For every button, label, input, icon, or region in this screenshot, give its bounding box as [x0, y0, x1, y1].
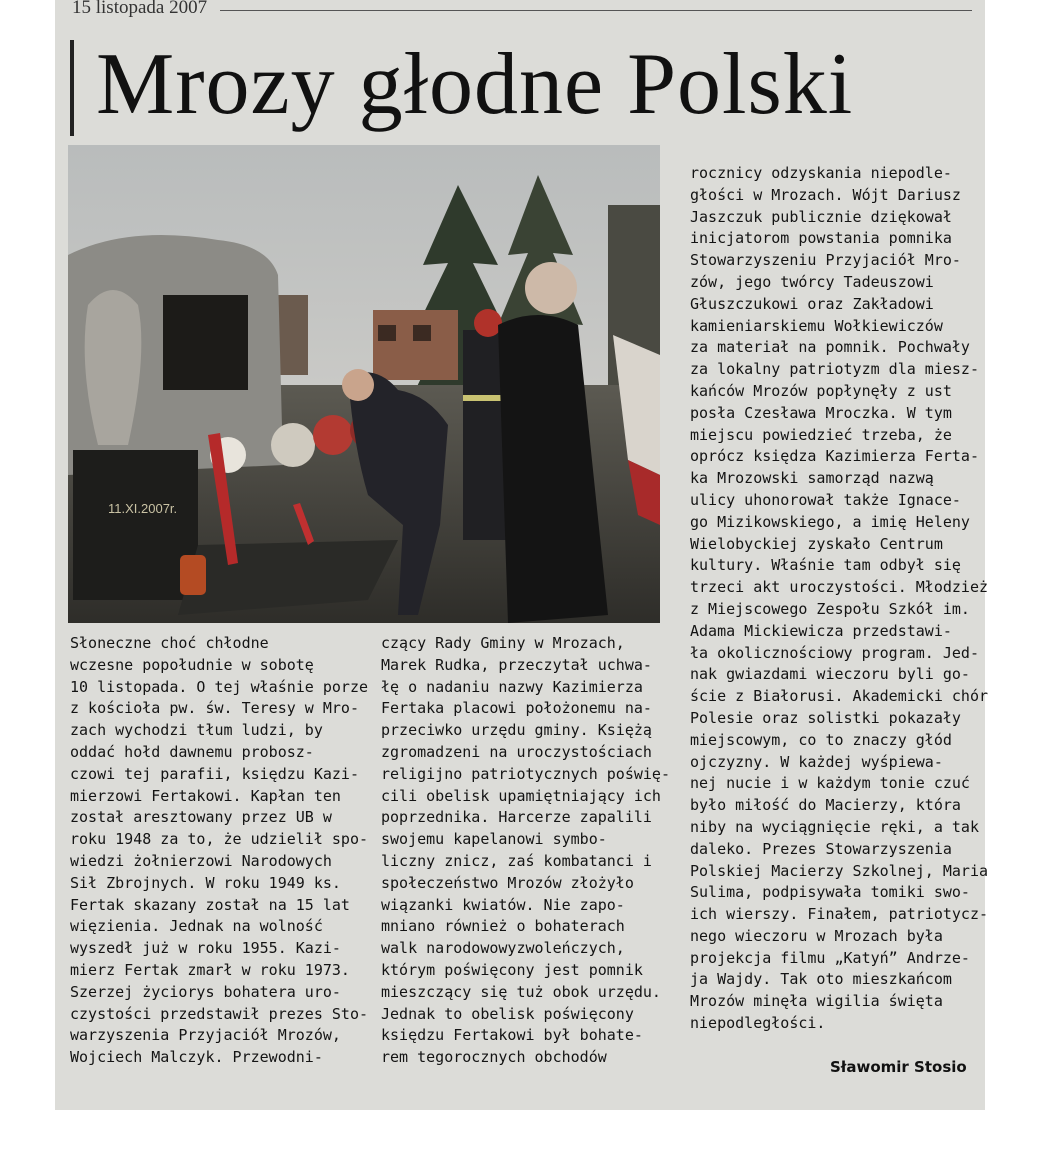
article-text-line: miejscowym, co to znaczy głód — [690, 730, 952, 749]
author-byline: Sławomir Stosio — [830, 1058, 967, 1076]
article-text-line: Polskiej Macierzy Szkolnej, Maria — [690, 861, 989, 880]
article-text-line: swojemu kapelanowi symbo- — [381, 830, 607, 849]
article-text-line: głości w Mrozach. Wójt Dariusz — [690, 185, 961, 204]
article-text-line: Słoneczne choć chłodne — [70, 634, 269, 652]
article-text-line: oddać hołd dawnemu probosz- — [70, 742, 314, 761]
article-text-line: Fertak skazany został na 15 lat — [70, 895, 350, 914]
article-text-line: daleko. Prezes Stowarzyszenia — [690, 839, 952, 858]
article-text-line: Szerzej życiorys bohatera uro- — [70, 982, 341, 1001]
article-text-line: łę o nadaniu nazwy Kazimierza — [381, 677, 643, 696]
article-text-line: było miłość do Macierzy, która — [690, 796, 961, 815]
ceremony-photo-illustration — [68, 145, 660, 623]
article-text-line: Mrozów minęła wigilia święta — [690, 992, 943, 1011]
article-column-1 — [70, 633, 369, 1069]
article-text-line: liczny znicz, zaś kombatanci i — [381, 851, 652, 870]
article-text-line: rem tegorocznych obchodów — [381, 1048, 607, 1067]
article-text-line: miejscu powiedzieć trzeba, że — [690, 425, 952, 444]
article-text-line: go Mizikowskiego, a imię Heleny — [690, 512, 970, 531]
article-text-line: zach wychodzi tłum ludzi, by — [70, 721, 323, 740]
article-photo — [68, 145, 660, 623]
article-text-line: religijno patriotycznych poświę- — [381, 764, 670, 783]
article-text-line: projekcja filmu „Katyń” Andrze- — [690, 948, 970, 967]
article-text-line: roku 1948 za to, że udzielił spo- — [70, 830, 369, 849]
article-text-line: mierzowi Fertakowi. Kapłan ten — [70, 786, 341, 805]
article-text-line: Jaszczuk publicznie dziękował — [690, 207, 952, 226]
article-text-line: ka Mrozowski samorząd nazwą — [690, 469, 934, 488]
article-text-line: nak gwiazdami wieczoru byli go- — [690, 665, 970, 684]
article-text-line: ulicy uhonorował także Ignace- — [690, 490, 961, 509]
article-text-line: Głuszczukowi oraz Zakładowi — [690, 294, 934, 313]
article-text-line: 10 listopada. O tej właśnie porze — [70, 677, 369, 696]
article-text-line: Polesie oraz solistki pokazały — [690, 708, 961, 727]
headline: Mrozy głodne Polski — [96, 36, 854, 133]
article-text-line: czowi tej parafii, księdzu Kazi- — [70, 764, 359, 783]
article-text-line: z kościoła pw. św. Teresy w Mro- — [70, 699, 359, 718]
article-text-line: za lokalny patriotyzm dla miesz- — [690, 360, 979, 379]
article-text-line: mieszczący się tuż obok urzędu. — [381, 982, 661, 1001]
article-text-line: więzienia. Jednak na wolność — [70, 917, 323, 936]
article-text-line: społeczeństwo Mrozów złożyło — [381, 873, 634, 892]
article-text-line: zgromadzeni na uroczystościach — [381, 742, 652, 761]
article-text-line: Stowarzyszeniu Przyjaciół Mro- — [690, 251, 961, 270]
article-text-line: Wielobyckiej zyskało Centrum — [690, 534, 943, 553]
article-text-line: ła okolicznościowy program. Jed- — [690, 643, 979, 662]
article-text-line: poprzednika. Harcerze zapalili — [381, 808, 652, 827]
headline-bar-decoration — [70, 40, 74, 136]
article-text-line: został aresztowany przez UB w — [70, 808, 332, 827]
article-text-line: którym poświęcony jest pomnik — [381, 960, 643, 979]
article-text-line: ście z Białorusi. Akademicki chór — [690, 687, 989, 706]
article-text-line: niby na wyciągnięcie ręki, a tak — [690, 817, 979, 836]
article-text-line: czystości przedstawił prezes Sto- — [70, 1004, 369, 1023]
article-text-line: kańców Mrozów popłynęły z ust — [690, 381, 952, 400]
article-column-2 — [381, 633, 670, 1069]
article-text-line: trzeci akt uroczystości. Młodzież — [690, 578, 989, 597]
article-text-line: Sulima, podpisywała tomiki swo- — [690, 883, 970, 902]
article-text-line: inicjatorom powstania pomnika — [690, 229, 952, 248]
article-text-line: Jednak to obelisk poświęcony — [381, 1004, 634, 1023]
article-text-line: cili obelisk upamiętniający ich — [381, 786, 661, 805]
article-text-line: posła Czesława Mroczka. W tym — [690, 403, 952, 422]
article-text-line: czący Rady Gminy w Mrozach, — [381, 634, 625, 652]
date-rule-divider — [220, 10, 972, 11]
article-text-line: wiązanki kwiatów. Nie zapo- — [381, 895, 625, 914]
article-text-line: kultury. Właśnie tam odbył się — [690, 556, 961, 575]
article-text-line: wiedzi żołnierzowi Narodowych — [70, 851, 332, 870]
article-text-line: wczesne popołudnie w sobotę — [70, 655, 314, 674]
article-column-3 — [690, 163, 989, 1035]
article-text-line: warzyszenia Przyjaciół Mrozów, — [70, 1026, 341, 1045]
article-text-line: księdzu Fertakowi był bohate- — [381, 1026, 643, 1045]
article-text-line: za materiał na pomnik. Pochwały — [690, 338, 970, 357]
article-text-line: Wojciech Malczyk. Przewodni- — [70, 1048, 323, 1067]
article-text-line: ja Wajdy. Tak oto mieszkańcom — [690, 970, 952, 989]
article-text-line: rocznicy odzyskania niepodle- — [690, 164, 952, 182]
article-text-line: niepodległości. — [690, 1014, 826, 1033]
article-text-line: Fertaka placowi położonemu na- — [381, 699, 652, 718]
article-text-line: wyszedł już w roku 1955. Kazi- — [70, 939, 341, 958]
article-text-line: ojczyzny. W każdej wyśpiewa- — [690, 752, 943, 771]
article-text-line: ich wierszy. Finałem, patriotycz- — [690, 905, 989, 924]
article-text-line: z Miejscowego Zespołu Szkół im. — [690, 599, 970, 618]
article-text-line: mniano również o bohaterach — [381, 917, 625, 936]
article-text-line: Marek Rudka, przeczytał uchwa- — [381, 655, 652, 674]
article-text-line: zów, jego twórcy Tadeuszowi — [690, 272, 934, 291]
article-text-line: mierz Fertak zmarł w roku 1973. — [70, 960, 350, 979]
plaque-date-text: 11.XI.2007r. — [108, 501, 178, 516]
article-text-line: nej nucie i w każdym tonie czuć — [690, 774, 970, 793]
article-text-line: przeciwko urzędu gminy. Księżą — [381, 721, 652, 740]
article-text-line: nego wieczoru w Mrozach była — [690, 926, 943, 945]
article-text-line: oprócz księdza Kazimierza Ferta- — [690, 447, 979, 466]
issue-date: 15 listopada 2007 — [72, 0, 208, 18]
article-text-line: Adama Mickiewicza przedstawi- — [690, 621, 952, 640]
article-text-line: Sił Zbrojnych. W roku 1949 ks. — [70, 873, 341, 892]
article-text-line: walk narodowowyzwoleńczych, — [381, 939, 625, 958]
article-text-line: kamieniarskiemu Wołkiewiczów — [690, 316, 943, 335]
